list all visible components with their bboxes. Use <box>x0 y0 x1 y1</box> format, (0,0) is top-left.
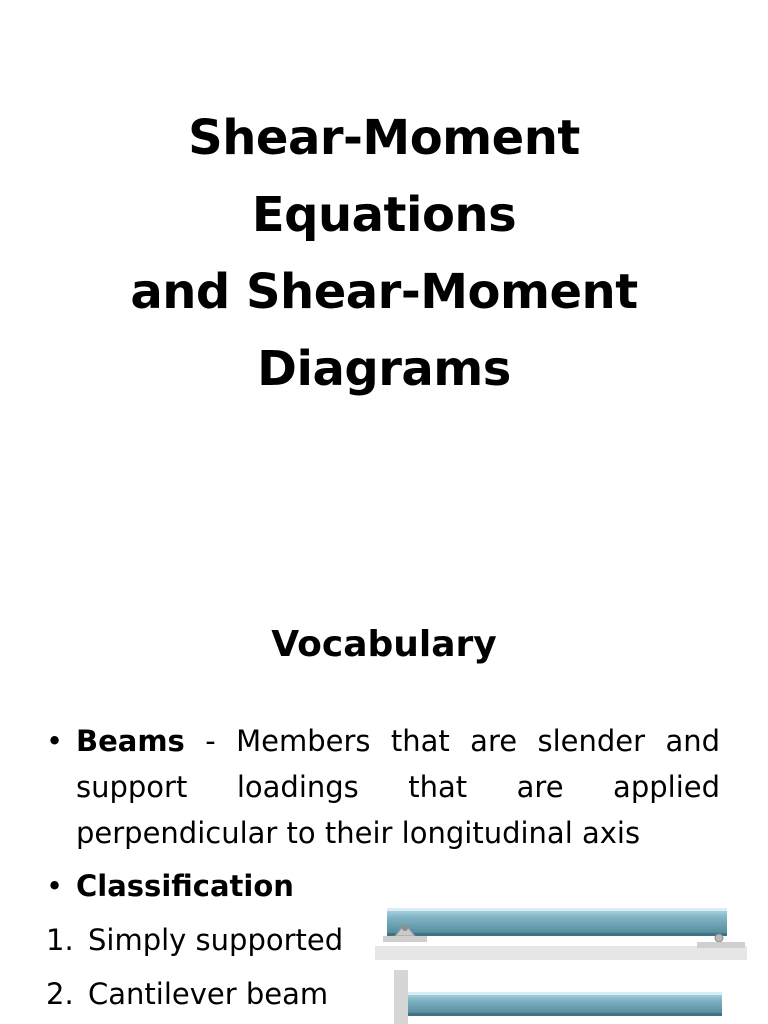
slide-title <box>0 100 768 408</box>
number-marker: 1. <box>46 923 74 957</box>
beam-top-flange <box>408 992 722 995</box>
title-line-2: Equations <box>251 187 517 243</box>
number-marker: 2. <box>46 977 74 1011</box>
beam-top-flange <box>387 908 727 911</box>
section-heading: Vocabulary <box>271 624 497 665</box>
bullet-glyph: • <box>46 724 64 758</box>
bullet-glyph: • <box>46 869 64 903</box>
simply-supported-beam-image <box>375 902 747 960</box>
numbered-item-simply-supported <box>46 917 376 963</box>
fixed-wall-icon <box>394 970 408 1024</box>
numbered-item-text: Simply supported <box>88 923 344 957</box>
bullet-definition: - Members that are slender and support loadings that are applied perpendicular to their longitudinal axis <box>76 724 720 850</box>
title-line-3: and Shear-Moment <box>130 264 638 320</box>
bullet-item-beams <box>46 718 720 858</box>
numbered-item-cantilever <box>46 971 376 1017</box>
beam-body <box>408 992 722 1016</box>
roller-support-icon <box>697 934 745 948</box>
numbered-item-text: Cantilever beam <box>88 977 329 1011</box>
bullet-term: Beams <box>76 724 185 758</box>
ground-shadow <box>375 946 747 960</box>
title-line-4: Diagrams <box>257 341 511 397</box>
cantilever-beam-image <box>394 970 728 1024</box>
beam-body <box>387 908 727 936</box>
bullet-term: Classification <box>76 869 294 903</box>
vocabulary-slide <box>0 560 768 1024</box>
bullet-text <box>76 718 720 856</box>
beam-bottom-flange <box>387 933 727 936</box>
title-line-1: Shear-Moment <box>188 110 580 166</box>
beam-bottom-flange <box>408 1013 722 1016</box>
